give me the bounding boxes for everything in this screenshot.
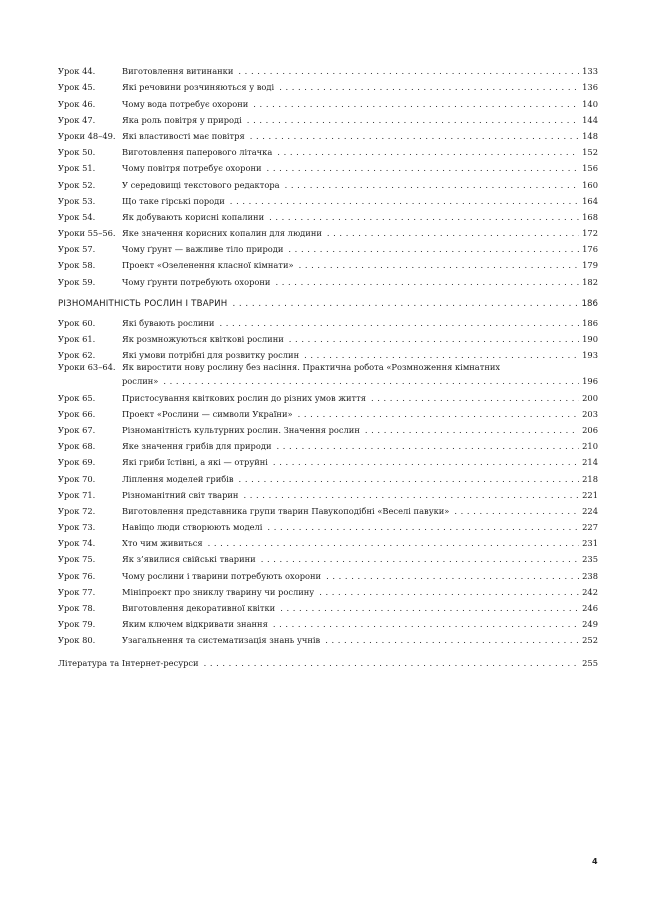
literature-title: Література та Інтернет-ресурси: [58, 657, 199, 668]
entry-number: Урок 72.: [58, 505, 96, 516]
entry-number: Урок 44.: [58, 66, 96, 77]
toc-entry: [58, 484, 598, 500]
toc-entry: [58, 629, 598, 645]
entry-number: Урок 73.: [58, 522, 96, 533]
entry-title: Виготовлення витинанки: [122, 66, 234, 77]
toc-entry: [58, 238, 598, 254]
toc-entry: [58, 254, 598, 270]
dot-leader: [232, 299, 578, 309]
toc-entry: [58, 270, 598, 286]
entry-number: Урок 59.: [58, 276, 96, 287]
dot-leader: [238, 66, 579, 76]
entry-page: 231: [582, 538, 598, 549]
dot-leader: [239, 474, 580, 484]
entry-page: 136: [582, 82, 598, 93]
entry-number: Урок 62.: [58, 350, 96, 361]
entry-page: 176: [582, 244, 598, 255]
dot-leader: [325, 635, 579, 645]
dot-leader: [208, 538, 580, 548]
toc-entry: [58, 206, 598, 222]
dot-leader: [230, 196, 579, 206]
toc-entry: [58, 109, 598, 125]
toc-entry: [58, 581, 598, 597]
entry-title: Виготовлення декоративної квітки: [122, 603, 276, 613]
entry-title: Різноманітність культурних рослин. Значення рослин: [122, 424, 360, 435]
entry-page: 221: [582, 489, 598, 500]
entry-page: 156: [582, 163, 598, 174]
dot-leader: [269, 212, 579, 222]
entry-number: Уроки 63–64.: [58, 362, 116, 373]
entry-number: Урок 68.: [58, 441, 96, 452]
entry-title-line1: Як виростити нову рослину без насіння. Практична робота «Розмноження кімнатних: [122, 362, 501, 373]
toc-entry: [58, 516, 598, 532]
entry-number: Урок 50.: [58, 147, 96, 158]
entry-page: 148: [582, 130, 598, 141]
entry-number: Урок 67.: [58, 424, 96, 435]
entry-page: 133: [582, 66, 598, 77]
entry-title: Проект «Озеленення класної кімнати»: [122, 260, 294, 271]
entry-page: 252: [582, 635, 598, 646]
dot-leader: [273, 619, 579, 629]
entry-page: 242: [582, 586, 598, 597]
entry-number: Урок 45.: [58, 82, 96, 93]
toc-entry: [58, 548, 598, 564]
entry-title: Різноманітний світ тварин: [122, 489, 239, 500]
dot-leader: [280, 603, 579, 613]
toc-entry: [58, 419, 598, 435]
entry-number: Урок 70.: [58, 473, 96, 484]
toc-entry: [58, 173, 598, 189]
entry-page: 164: [582, 195, 598, 206]
entry-title: Навіщо люди створюють моделі: [122, 522, 263, 533]
dot-leader: [454, 506, 579, 516]
entry-number: Урок 80.: [58, 635, 96, 646]
entry-page: 203: [582, 408, 598, 419]
dot-leader: [267, 163, 580, 173]
entry-page: 200: [582, 392, 598, 403]
dot-leader: [273, 457, 579, 467]
toc-entry: [58, 125, 598, 141]
entry-page: 214: [582, 457, 598, 468]
toc-entry: [58, 467, 598, 483]
entry-page: 160: [582, 179, 598, 190]
toc-entry: [58, 435, 598, 451]
entry-page: 186: [582, 318, 598, 328]
entry-page: 168: [582, 211, 598, 222]
dot-leader: [261, 554, 579, 564]
toc-entry: [58, 386, 598, 402]
entry-number: Урок 46.: [58, 98, 96, 109]
dot-leader: [327, 228, 579, 238]
entry-number: Урок 54.: [58, 211, 96, 222]
entry-title: Чому рослини і тварини потребують охорони: [122, 570, 322, 581]
entry-number: Урок 66.: [58, 408, 96, 419]
entry-title-line2: рослин»: [122, 376, 159, 387]
entry-number: Уроки 55–56.: [58, 228, 116, 239]
entry-page: 196: [582, 376, 598, 387]
entry-number: Урок 69.: [58, 457, 96, 468]
toc-group-a: [58, 60, 598, 287]
toc-entry: [58, 76, 598, 92]
entry-title: Чому повітря потребує охорони: [122, 163, 262, 174]
entry-title: Які гриби їстівні, а які — отруйні: [122, 457, 268, 468]
entry-number: Урок 78.: [58, 603, 96, 613]
entry-title: Яка роль повітря у природі: [122, 114, 242, 125]
entry-number: Урок 79.: [58, 619, 96, 630]
section-title: РІЗНОМАНІТНІСТЬ РОСЛИН І ТВАРИН: [58, 298, 228, 309]
entry-page: 246: [582, 603, 598, 613]
entry-page: 140: [582, 98, 598, 109]
toc-entry-two-line: [58, 360, 598, 386]
literature-page: 255: [582, 657, 598, 668]
dot-leader: [276, 441, 579, 451]
entry-page: 190: [582, 334, 598, 345]
dot-leader: [253, 99, 579, 109]
entry-number: Урок 58.: [58, 260, 96, 271]
entry-page: 172: [582, 228, 598, 239]
dot-leader: [326, 571, 579, 581]
entry-title: Пристосування квіткових рослин до різних умов життя: [122, 392, 366, 403]
entry-title: Які бувають рослини: [122, 318, 215, 328]
toc-entry: [58, 141, 598, 157]
toc-entry: [58, 92, 598, 108]
toc-entry: [58, 60, 598, 76]
toc-group-c: [58, 386, 598, 645]
entry-title: Як з’явилися свійські тварини: [122, 554, 256, 565]
entry-number: Урок 52.: [58, 179, 96, 190]
toc-entry: [58, 222, 598, 238]
entry-number: Урок 74.: [58, 538, 96, 549]
dot-leader: [243, 490, 579, 500]
dot-leader: [275, 277, 579, 287]
entry-number: Урок 47.: [58, 114, 96, 125]
dot-leader: [304, 350, 579, 360]
entry-number: Урок 77.: [58, 586, 96, 597]
dot-leader: [163, 376, 579, 386]
dot-leader: [288, 244, 579, 254]
entry-page: 210: [582, 441, 598, 452]
entry-page: 235: [582, 554, 598, 565]
entry-title: Хто чим живиться: [122, 538, 203, 549]
dot-leader: [299, 260, 580, 270]
toc-literature: [58, 651, 598, 667]
dot-leader: [247, 115, 579, 125]
toc-entry: [58, 312, 598, 328]
toc-entry: [58, 597, 598, 613]
entry-number: Урок 51.: [58, 163, 96, 174]
dot-leader: [285, 180, 580, 190]
entry-page: 218: [582, 473, 598, 484]
dot-leader: [365, 425, 579, 435]
entry-title: Яке значення грибів для природи: [122, 441, 272, 452]
entry-page: 224: [582, 505, 598, 516]
toc-entry: [58, 344, 598, 360]
entry-title: Які властивості має повітря: [122, 130, 245, 141]
entry-title: Як добувають корисні копалини: [122, 211, 265, 222]
entry-title: Яким ключем відкривати знання: [122, 619, 268, 630]
entry-page: 227: [582, 522, 598, 533]
page-number: 4: [592, 857, 598, 866]
dot-leader: [250, 131, 579, 141]
entry-number: Урок 65.: [58, 392, 96, 403]
entry-title: Виготовлення паперового літачка: [122, 147, 273, 158]
dot-leader: [279, 82, 579, 92]
entry-title: Що таке гірські породи: [122, 195, 225, 206]
entry-number: Урок 53.: [58, 195, 96, 206]
entry-page: 179: [582, 260, 598, 271]
dot-leader: [204, 658, 580, 668]
entry-number: Урок 75.: [58, 554, 96, 565]
dot-leader: [319, 587, 579, 597]
entry-number: Урок 71.: [58, 489, 96, 500]
toc-entry: [58, 403, 598, 419]
entry-title: Яке значення корисних копалин для людини: [122, 228, 322, 239]
toc-section-heading: [58, 293, 598, 309]
entry-number: Урок 60.: [58, 318, 96, 328]
entry-title: Виготовлення представника групи тварин Павукоподібні «Веселі павуки»: [122, 505, 450, 516]
toc-entry: [58, 532, 598, 548]
toc-entry: [58, 564, 598, 580]
toc-entry: [58, 157, 598, 173]
entry-page: 238: [582, 570, 598, 581]
entry-title: У середовищі текстового редактора: [122, 179, 280, 190]
entry-page: 206: [582, 424, 598, 435]
entry-page: 144: [582, 114, 598, 125]
entry-number: Урок 76.: [58, 570, 96, 581]
toc-entry: [58, 328, 598, 344]
entry-title: Проект «Рослини — символи України»: [122, 408, 293, 419]
toc-group-b: [58, 312, 598, 361]
entry-title: Чому ґрунти потребують охорони: [122, 276, 271, 287]
dot-leader: [371, 393, 579, 403]
entry-page: 182: [582, 276, 598, 287]
entry-title: Які речовини розчиняються у воді: [122, 82, 275, 93]
entry-page: 249: [582, 619, 598, 630]
entry-page: 193: [582, 350, 598, 361]
entry-title: Мініпроєкт про зниклу тварину чи рослину: [122, 586, 315, 597]
dot-leader: [277, 147, 579, 157]
toc-entry: [58, 500, 598, 516]
toc-entry: [58, 613, 598, 629]
section-page: 186: [581, 298, 598, 309]
entry-title: Узагальнення та систематизація знань учнів: [122, 635, 321, 646]
dot-leader: [289, 334, 579, 344]
entry-title: Які умови потрібні для розвитку рослин: [122, 350, 300, 361]
dot-leader: [267, 522, 579, 532]
entry-number: Урок 61.: [58, 334, 96, 345]
entry-title: Чому ґрунт — важливе тіло природи: [122, 244, 284, 255]
dot-leader: [298, 409, 580, 419]
entry-page: 152: [582, 147, 598, 158]
dot-leader: [219, 318, 579, 328]
entry-title: Ліплення моделей грибів: [122, 473, 234, 484]
entry-number: Урок 57.: [58, 244, 96, 255]
entry-number: Уроки 48–49.: [58, 130, 116, 141]
table-of-contents: [58, 60, 598, 668]
toc-entry: [58, 190, 598, 206]
toc-entry: [58, 451, 598, 467]
entry-title: Як розмножуються квіткові рослини: [122, 334, 284, 345]
entry-title: Чому вода потребує охорони: [122, 98, 249, 109]
